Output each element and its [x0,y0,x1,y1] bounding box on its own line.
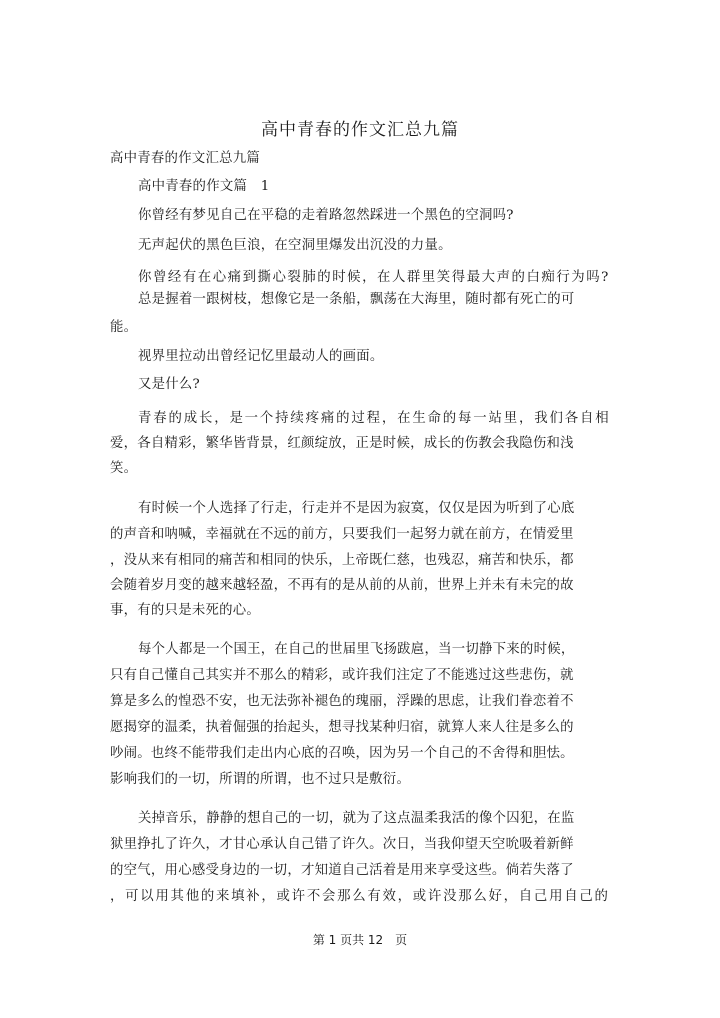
subtitle: 高中青春的作文汇总九篇 [110,151,261,166]
text-line: 关掉音乐，静静的想自己的一切，就为了这点温柔我活的像个囚犯，在监 [138,811,575,826]
document-title: 高中青春的作文汇总九篇 [261,120,459,140]
text-line: 算是多么的惶恐不安，也无法弥补褪色的瑰丽，浮躁的思虑，让我们眷恋着不 [110,694,574,709]
text-line: 无声起伏的黑色巨浪，在空洞里爆发出沉没的力量。 [138,238,452,253]
text-line: 事，有的只是未死的心。 [110,603,261,618]
text-line: 又是什么? [138,377,200,392]
text-line: 你曾经有在心痛到撕心裂肺的时候，在人群里笑得最大声的白痴行为吗? [138,270,610,285]
text-line: 总是握着一跟树枝，想像它是一条船，飘荡在大海里，随时都有死亡的可 [138,292,575,307]
text-line: 只有自己懂自己其实并不那么的精彩，或许我们注定了不能逃过这些悲伤，就 [110,668,574,683]
text-line: 视界里拉动出曾经记忆里最动人的画面。 [138,349,384,364]
text-line: ，可以用其他的来填补，或许不会那么有效，或许没那么好，自己用自己的 [110,889,610,904]
text-line: 的空气，用心感受身边的一切，才知道自己活着是用来享受这些。倘若失落了 [110,863,574,878]
text-line: 能。 [110,320,138,335]
text-line: 你曾经有梦见自己在平稳的走着路忽然踩进一个黑色的空洞吗? [138,208,514,223]
text-line: 愿揭穿的温柔，执着倔强的抬起头，想寻找某种归宿，就算人来人往是多么的 [110,720,574,735]
text-line: 笑。 [110,461,138,476]
text-line: 每个人都是一个国王，在自己的世届里飞扬跋扈，当一切静下来的时候， [138,642,575,657]
text-line: ，没从来有相同的痛苦和相同的快乐，上帝既仁慈，也残忍，痛苦和快乐，都 [110,553,574,568]
text-line: 影响我们的一切，所谓的所谓，也不过只是敷衍。 [110,772,411,787]
section-heading: 高中青春的作文篇 1 [138,179,270,194]
text-line: 有时候一个人选择了行走，行走并不是因为寂寞，仅仅是因为听到了心底 [138,501,575,516]
text-line: 狱里挣扎了许久，才甘心承认自己错了许久。次日，当我仰望天空吮吸着新鲜 [110,837,574,852]
text-line: 会随着岁月变的越来越轻盈，不再有的是从前的从前，世界上并未有未完的故 [110,578,574,593]
text-line: 的声音和呐喊，幸福就在不远的前方，只要我们一起努力就在前方，在情爱里 [110,527,574,542]
text-line: 爱，各自精彩，繁华皆背景，红颜绽放，正是时候，成长的伤教会我隐伤和浅 [110,436,574,451]
text-line: 青春的成长，是一个持续疼痛的过程，在生命的每一站里，我们各自相 [138,411,611,426]
text-line: 吵闹。也终不能带我们走出内心底的召唤，因为另一个自己的不舍得和胆怯。 [110,746,574,761]
page-footer: 第 1 页共 12 页 [312,933,408,947]
